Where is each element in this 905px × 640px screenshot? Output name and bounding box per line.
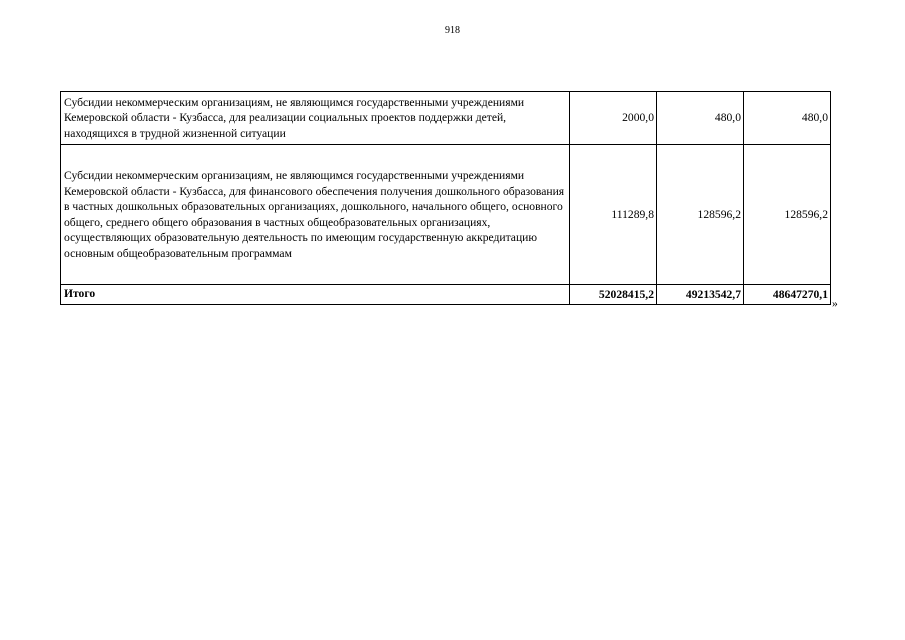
- row-value-cell: 2000,0: [570, 92, 657, 145]
- total-label: Итого: [61, 285, 570, 305]
- row-name-cell: Субсидии некоммерческим организациям, не являющимся государственными учреждениями Кемеровской области - Кузбасса, для реализации социальных проектов поддержки детей, находящихся в трудной жизненной ситуации: [61, 92, 570, 145]
- row-name-cell: Субсидии некоммерческим организациям, не являющимся государственными учреждениями Кемеровской области - Кузбасса, для финансового обеспечения получения дошкольного образования в частных дошкольных образовательных организациях, дошкольного, начального общего, основного общего, среднего общего образования в частных общеобразовательных организациях, осуществляющих образовательную деятельность по имеющим государственную аккредитацию основным общеобразовательным программам: [61, 145, 570, 285]
- row-value-cell: 480,0: [744, 92, 831, 145]
- total-value-cell: 48647270,1: [744, 285, 831, 305]
- row-value-cell: 480,0: [657, 92, 744, 145]
- row-value-cell: 128596,2: [657, 145, 744, 285]
- total-value-cell: 52028415,2: [570, 285, 657, 305]
- row-value-cell: 128596,2: [744, 145, 831, 285]
- total-row: [61, 285, 831, 305]
- closing-quote: »: [832, 297, 838, 310]
- row-value-cell: 111289,8: [570, 145, 657, 285]
- page-number: 918: [445, 25, 460, 36]
- table-row: [61, 145, 831, 285]
- total-value-cell: 49213542,7: [657, 285, 744, 305]
- table-row: [61, 92, 831, 145]
- budget-table: [60, 91, 831, 305]
